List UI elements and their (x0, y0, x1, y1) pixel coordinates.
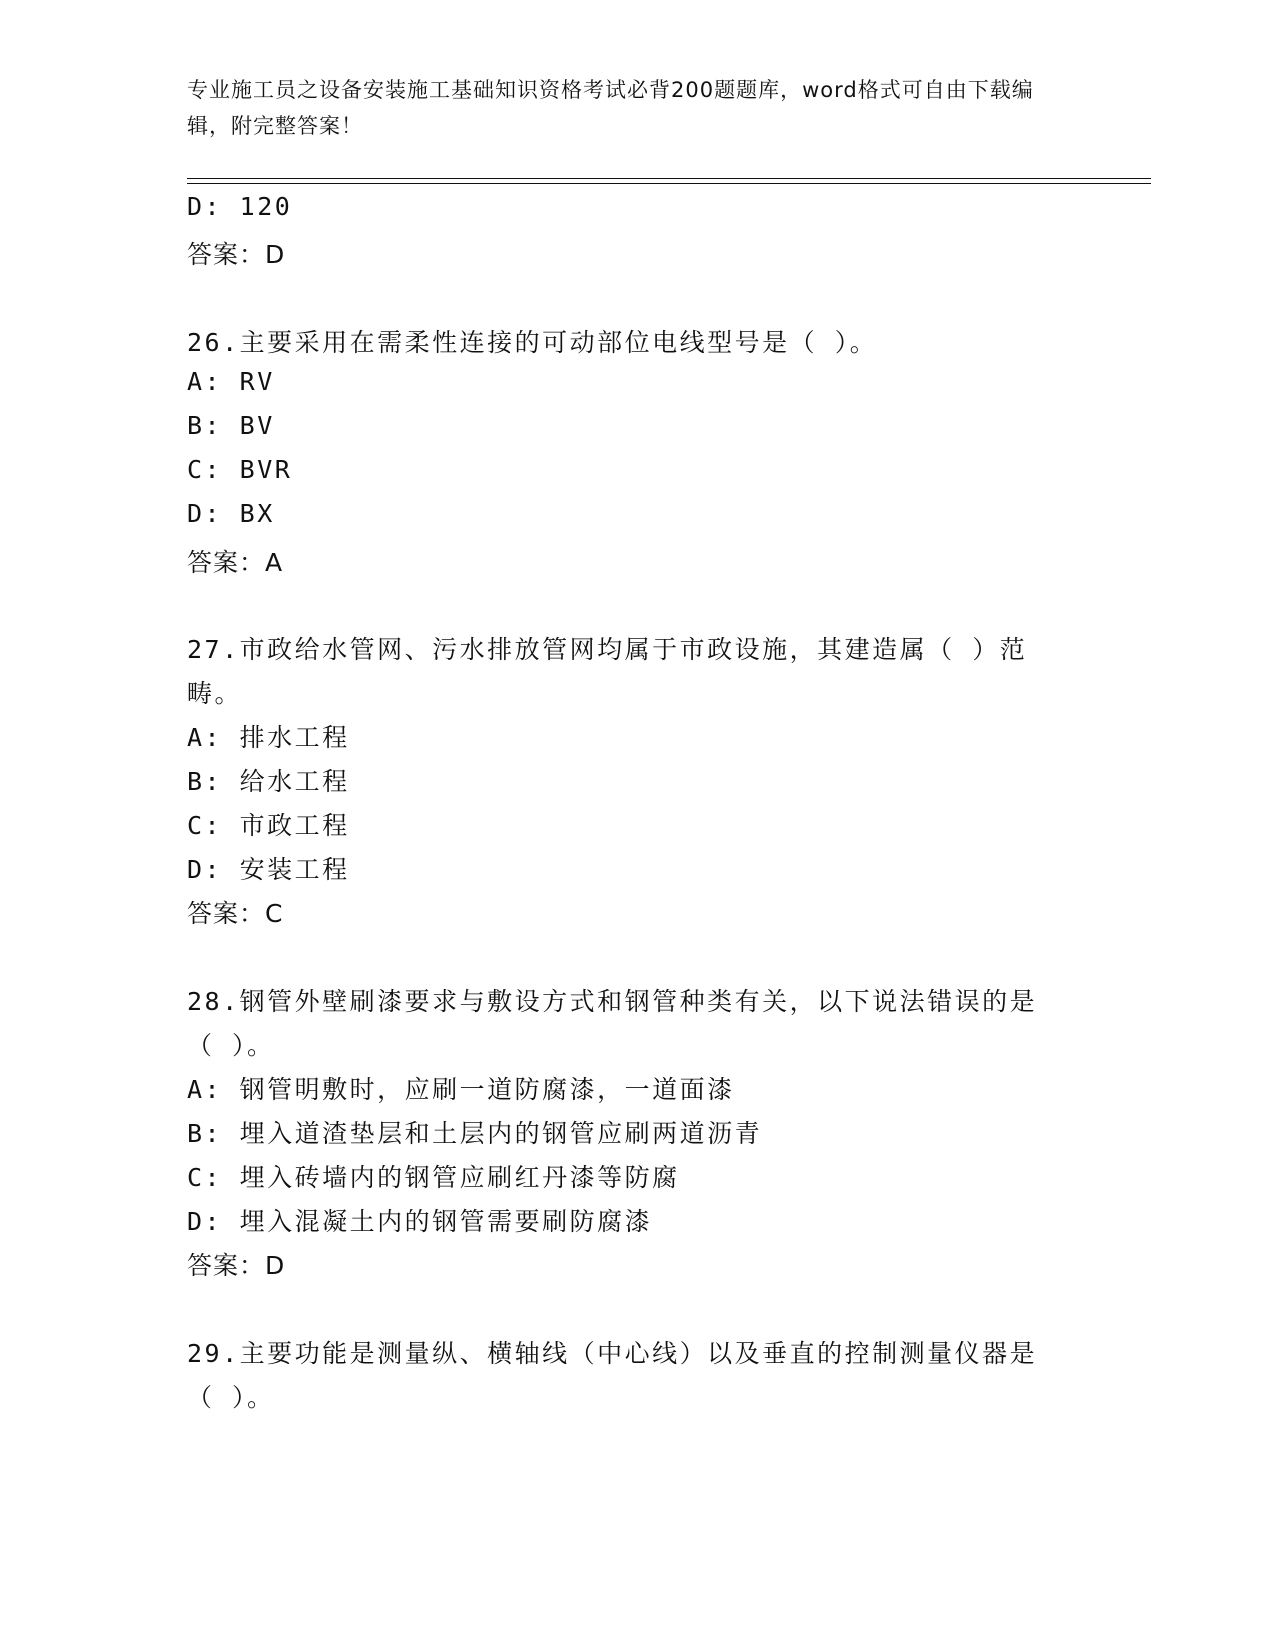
question-28-option-b: B: 埋入道渣垫层和土层内的钢管应刷两道沥青 (187, 1119, 763, 1148)
question-27-option-d: D: 安装工程 (187, 855, 350, 884)
question-28-option-d: D: 埋入混凝土内的钢管需要刷防腐漆 (187, 1207, 653, 1236)
header-rule-top (187, 178, 1151, 179)
question-28-stem-line1: 28.钢管外壁刷漆要求与敷设方式和钢管种类有关，以下说法错误的是 (187, 987, 1038, 1016)
question-27-stem-line2: 畴。 (187, 679, 243, 708)
question-26-option-b: B: BV (187, 411, 275, 440)
question-26-answer: 答案：A (187, 548, 284, 577)
question-27-option-b: B: 给水工程 (187, 767, 350, 796)
question-26-option-c: C: BVR (187, 455, 293, 484)
question-26-option-d: D: BX (187, 499, 275, 528)
question-28-stem-line2: （ ）。 (187, 1031, 275, 1060)
question-28-option-a: A: 钢管明敷时，应刷一道防腐漆，一道面漆 (187, 1075, 735, 1104)
question-28-option-c: C: 埋入砖墙内的钢管应刷红丹漆等防腐 (187, 1163, 680, 1192)
header-rule-bottom (187, 183, 1151, 184)
question-27-option-a: A: 排水工程 (187, 723, 350, 752)
question-26-option-a: A: RV (187, 367, 275, 396)
prev-question-answer: 答案：D (187, 240, 286, 269)
prev-question-option-d: D: 120 (187, 192, 293, 221)
question-29-stem-line1: 29.主要功能是测量纵、横轴线（中心线）以及垂直的控制测量仪器是 (187, 1339, 1038, 1368)
question-27-option-c: C: 市政工程 (187, 811, 350, 840)
document-header: 专业施工员之设备安装施工基础知识资格考试必背200题题库，word格式可自由下载编辑，附完整答案！ (187, 78, 1034, 138)
question-29-stem-line2: （ ）。 (187, 1383, 275, 1412)
question-27-stem-line1: 27.市政给水管网、污水排放管网均属于市政设施，其建造属（ ）范 (187, 635, 1028, 664)
question-26-stem: 26.主要采用在需柔性连接的可动部位电线型号是（ ）。 (187, 328, 878, 357)
question-27-answer: 答案：C (187, 899, 284, 928)
question-28-answer: 答案：D (187, 1251, 286, 1280)
